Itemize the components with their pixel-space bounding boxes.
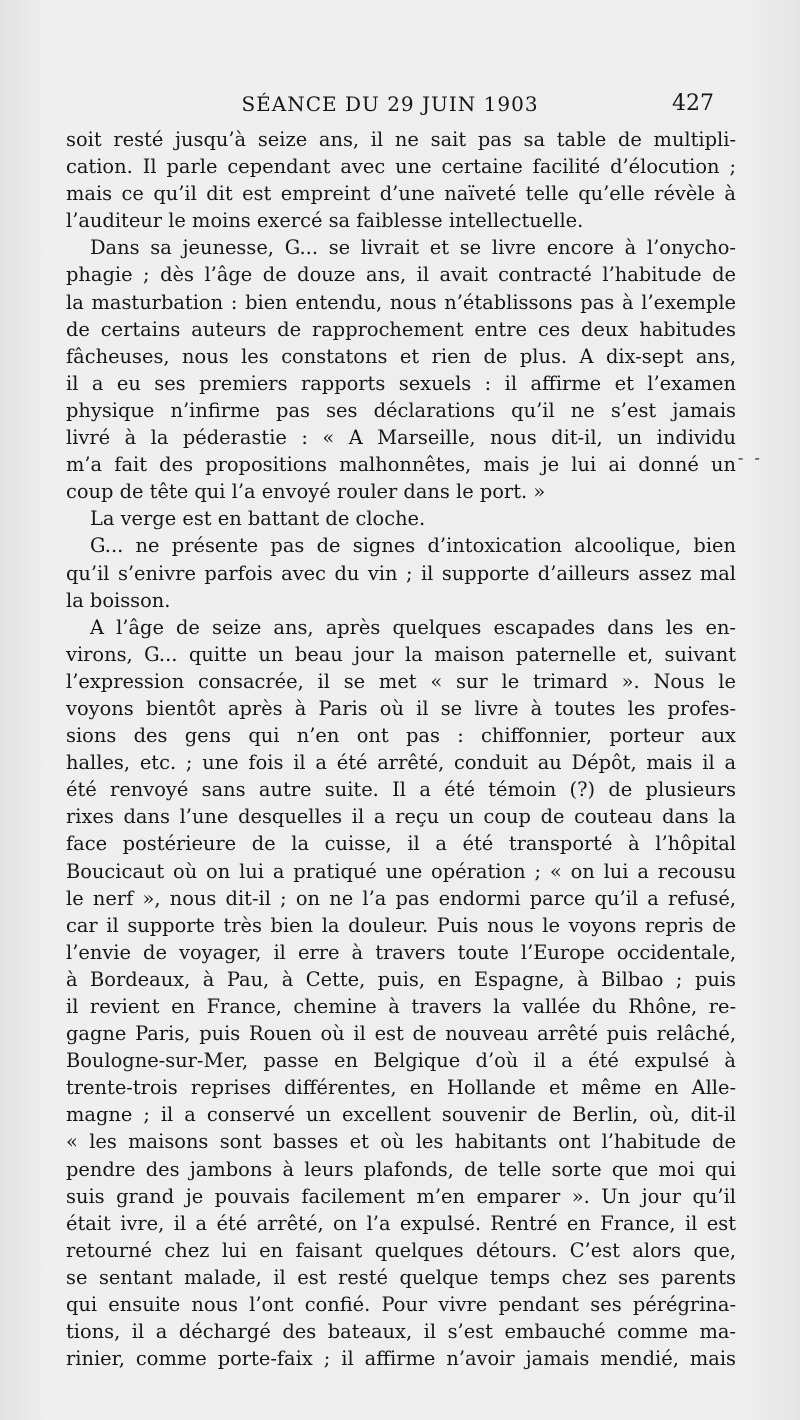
text-line: il revient en France, chemine à travers la vallée du Rhône, re- [66, 995, 736, 1018]
text-line: soit resté jusqu’à seize ans, il ne sait pas sa table de multipli- [66, 128, 736, 151]
page-header [66, 86, 714, 122]
text-line: virons, G... quitte un beau jour la maison paternelle et, suivant [66, 642, 736, 666]
text-line: Dans sa jeunesse, G... se livrait et se livre encore à l’onycho- [90, 236, 736, 260]
text-line: magne ; il a conservé un excellent souvenir de Berlin, où, dit-il [66, 1103, 736, 1127]
text-line: fâcheuses, nous les constatons et rien de plus. A dix-sept ans, [66, 344, 736, 368]
text-line: livré à la péderastie : « A Marseille, nous dit-il, un individu [66, 426, 736, 450]
text-line: qu’il s’enivre parfois avec du vin ; il supporte d’ailleurs assez mal [66, 561, 736, 585]
text-line: l’auditeur le moins exercé sa faiblesse intellectuelle. [66, 209, 584, 233]
text-line: Boucicaut où on lui a pratiqué une opération ; « on lui a recousu [66, 859, 736, 883]
text-line: phagie ; dès l’âge de douze ans, il avait contracté l’habitude de [66, 263, 736, 287]
text-line: tions, il a déchargé des bateaux, il s’est embauché comme ma- [66, 1320, 736, 1344]
text-line: physique n’infirme pas ses déclarations qu’il ne s’est jamais [66, 398, 736, 422]
text-line: le nerf », nous dit-il ; on ne l’a pas endormi parce qu’il a refusé, [66, 886, 736, 910]
text-line: la masturbation : bien entendu, nous n’établissons pas à l’exemple [66, 290, 736, 314]
text-line: G... ne présente pas de signes d’intoxication alcoolique, bien [90, 534, 736, 558]
text-line: halles, etc. ; une fois il a été arrêté, conduit au Dépôt, mais il a [66, 751, 736, 775]
margin-mark: - - [738, 448, 763, 467]
text-line: suis grand je pouvais facilement m’en emparer ». Un jour qu’il [66, 1184, 736, 1208]
text-line: La verge est en battant de cloche. [90, 507, 426, 531]
text-line: retourné chez lui en faisant quelques détours. C’est alors que, [66, 1238, 736, 1262]
text-line: coup de tête qui l’a envoyé rouler dans le port. » [66, 480, 546, 504]
text-line: gagne Paris, puis Rouen où il est de nouveau arrêté puis relâché, [66, 1022, 736, 1046]
text-line: car il supporte très bien la douleur. Puis nous le voyons repris de [66, 913, 736, 937]
body-text [66, 126, 736, 1372]
text-line: rixes dans l’une desquelles il a reçu un coup de couteau dans la [66, 805, 736, 829]
text-line: trente-trois reprises différentes, en Hollande et même en Alle- [66, 1076, 736, 1100]
text-line: se sentant malade, il est resté quelque temps chez ses parents [66, 1265, 736, 1289]
text-line: la boisson. [66, 588, 171, 612]
text-line: l’envie de voyager, il erre à travers toute l’Europe occidentale, [66, 940, 736, 964]
text-line: été renvoyé sans autre suite. Il a été témoin (?) de plusieurs [66, 778, 736, 802]
text-line: était ivre, il a été arrêté, on l’a expulsé. Rentré en France, il est [66, 1211, 736, 1235]
text-line: voyons bientôt après à Paris où il se livre à toutes les profes- [66, 696, 736, 720]
text-line: Boulogne-sur-Mer, passe en Belgique d’où il a été expulsé à [66, 1049, 736, 1073]
text-line: A l’âge de seize ans, après quelques escapades dans les en- [90, 615, 736, 639]
text-line: à Bordeaux, à Pau, à Cette, puis, en Espagne, à Bilbao ; puis [66, 967, 736, 991]
text-line: l’expression consacrée, il se met « sur le trimard ». Nous le [66, 669, 736, 693]
text-line: pendre des jambons à leurs plafonds, de telle sorte que moi qui [66, 1157, 736, 1181]
running-title: SÉANCE DU 29 JUIN 1903 [241, 92, 539, 116]
text-line: sions des gens qui n’en ont pas : chiffonnier, porteur aux [66, 724, 736, 748]
text-line: cation. Il parle cependant avec une certaine facilité d’élocution ; [66, 155, 736, 179]
text-line: « les maisons sont basses et où les habitants ont l’habitude de [66, 1130, 736, 1154]
text-line: m’a fait des propositions malhonnêtes, mais je lui ai donné un [66, 453, 736, 477]
text-line: face postérieure de la cuisse, il a été transporté à l’hôpital [66, 832, 736, 856]
text-line: qui ensuite nous l’ont confié. Pour vivre pendant ses pérégrina- [66, 1293, 736, 1317]
text-line: rinier, comme porte-faix ; il affirme n’avoir jamais mendié, mais [66, 1347, 736, 1371]
text-line: mais ce qu’il dit est empreint d’une naïveté telle qu’elle révèle à [66, 182, 736, 206]
page-number: 427 [672, 91, 714, 116]
text-line: de certains auteurs de rapprochement entre ces deux habitudes [66, 317, 736, 341]
text-line: il a eu ses premiers rapports sexuels : il affirme et l’examen [66, 371, 736, 395]
